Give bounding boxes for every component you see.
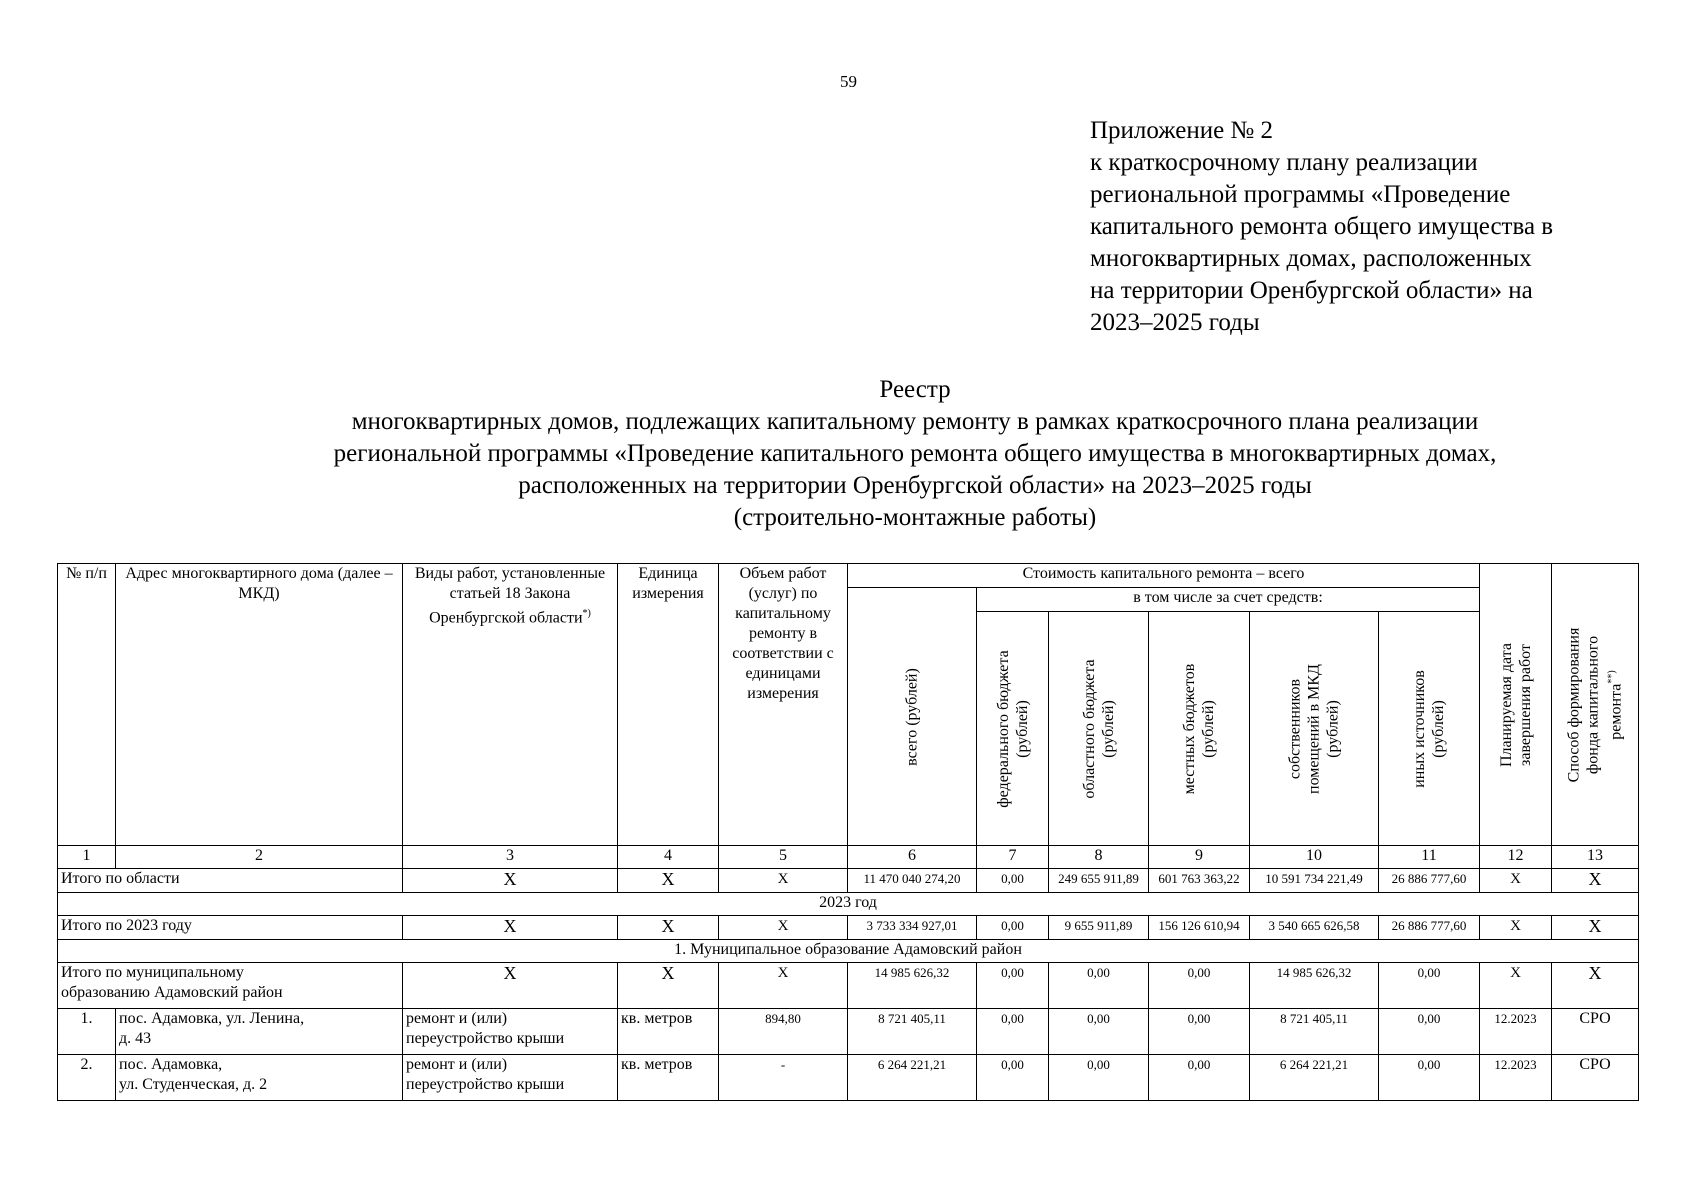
row-federal: 0,00 xyxy=(977,1009,1049,1055)
header-other-line: (рублей) xyxy=(1430,699,1447,758)
row-local: 0,00 xyxy=(1149,1009,1250,1055)
header-owners-line: помещений в МКД xyxy=(1305,663,1323,794)
row-works xyxy=(403,1055,618,1101)
column-number: 9 xyxy=(1149,846,1250,869)
total-region-local: 601 763 363,22 xyxy=(1149,869,1250,893)
column-number: 7 xyxy=(977,846,1049,869)
municipality-row xyxy=(58,940,1639,963)
row-total: 6 264 221,21 xyxy=(848,1055,977,1101)
row-owners: 8 721 405,11 xyxy=(1250,1009,1379,1055)
row-fund: СРО xyxy=(1552,1009,1639,1055)
header-incl: в том числе за счет средств: xyxy=(977,588,1480,612)
total-2023-local: 156 126 610,94 xyxy=(1149,916,1250,940)
header-federal-line: (рублей) xyxy=(1013,699,1031,758)
header-regional xyxy=(1049,612,1149,846)
title-line: (строительно-монтажные работы) xyxy=(733,504,1097,531)
total-municipality-label xyxy=(58,963,403,1009)
total-2023-owners: 3 540 665 626,58 xyxy=(1250,916,1379,940)
header-local xyxy=(1149,612,1250,846)
row-works xyxy=(403,1009,618,1055)
title-line: расположенных на территории Оренбургской области» на 2023–2025 годы xyxy=(518,472,1312,499)
header-regional-line: областного бюджета xyxy=(1080,658,1098,799)
table-row xyxy=(58,1055,1639,1101)
row-date: 12.2023 xyxy=(1480,1009,1552,1055)
total-2023-other: 26 886 777,60 xyxy=(1379,916,1480,940)
row-volume: 894,80 xyxy=(719,1009,848,1055)
appendix-line: капитального ремонта общего имущества в xyxy=(1090,213,1554,240)
total-2023-total: 3 733 334 927,01 xyxy=(848,916,977,940)
header-local-line: (рублей) xyxy=(1200,699,1217,758)
header-unit: Единица измерения xyxy=(618,564,719,846)
row-address-line: пос. Адамовка, xyxy=(119,1056,223,1073)
total-region-regional: 249 655 911,89 xyxy=(1049,869,1149,893)
column-number: 2 xyxy=(116,846,403,869)
header-other-line: иных источников xyxy=(1411,669,1428,788)
total-region-label: Итого по области xyxy=(58,869,403,893)
row-regional: 0,00 xyxy=(1049,1009,1149,1055)
header-fund xyxy=(1552,564,1639,846)
total-municipality-label-line: Итого по муниципальному xyxy=(61,964,244,981)
total-2023-date: X xyxy=(1480,916,1552,940)
header-address: Адрес многоквартирного дома (далее – МКД) xyxy=(116,564,403,846)
column-number: 11 xyxy=(1379,846,1480,869)
column-number: 6 xyxy=(848,846,977,869)
total-2023-volume: X xyxy=(719,916,848,940)
row-other: 0,00 xyxy=(1379,1009,1480,1055)
page-number: 59 xyxy=(840,72,857,91)
row-num: 2. xyxy=(58,1055,116,1101)
total-region-works: X xyxy=(403,869,618,893)
row-num: 1. xyxy=(58,1009,116,1055)
total-region-total: 11 470 040 274,20 xyxy=(848,869,977,893)
row-works-line: переустройство крыши xyxy=(406,1030,565,1047)
total-region-other: 26 886 777,60 xyxy=(1379,869,1480,893)
row-date: 12.2023 xyxy=(1480,1055,1552,1101)
row-regional: 0,00 xyxy=(1049,1055,1149,1101)
total-municipality-total: 14 985 626,32 xyxy=(848,963,977,1009)
municipality-label: 1. Муниципальное образование Адамовский район xyxy=(58,940,1639,963)
header-regional-label xyxy=(1080,659,1118,798)
header-local-label xyxy=(1180,663,1218,794)
row-address-line: пос. Адамовка, ул. Ленина, xyxy=(119,1010,305,1027)
appendix-line: многоквартирных домах, расположенных xyxy=(1090,245,1532,272)
header-owners-label xyxy=(1286,664,1343,794)
title-line: региональной программы «Проведение капитального ремонта общего имущества в многоквартирных домах, xyxy=(333,440,1497,467)
total-municipality-label-line: образованию Адамовский район xyxy=(61,984,283,1001)
total-2023-unit: X xyxy=(618,916,719,940)
column-number: 10 xyxy=(1250,846,1379,869)
title-line: многоквартирных домов, подлежащих капитальному ремонту в рамках краткосрочного плана реализации xyxy=(351,408,1479,435)
column-number: 3 xyxy=(403,846,618,869)
header-owners xyxy=(1250,612,1379,846)
header-federal-label xyxy=(994,650,1032,807)
appendix-line: региональной программы «Проведение xyxy=(1090,181,1511,208)
total-2023-works: X xyxy=(403,916,618,940)
column-number: 1 xyxy=(58,846,116,869)
header-fund-line: ремонта xyxy=(1607,683,1625,740)
total-municipality-date: X xyxy=(1480,963,1552,1009)
header-regional-line: (рублей) xyxy=(1099,699,1117,758)
header-fund-line: Способ формирования xyxy=(1565,627,1583,782)
total-region-unit: X xyxy=(618,869,719,893)
column-number: 13 xyxy=(1552,846,1639,869)
row-unit: кв. метров xyxy=(618,1055,719,1101)
total-region-row xyxy=(58,869,1639,893)
column-number: 4 xyxy=(618,846,719,869)
total-municipality-local: 0,00 xyxy=(1149,963,1250,1009)
total-municipality-regional: 0,00 xyxy=(1049,963,1149,1009)
row-unit: кв. метров xyxy=(618,1009,719,1055)
total-2023-federal: 0,00 xyxy=(977,916,1049,940)
row-works-line: ремонт и (или) xyxy=(406,1010,508,1027)
header-owners-line: (рублей) xyxy=(1324,699,1342,758)
title-heading: Реестр xyxy=(879,376,951,403)
row-works-line: переустройство крыши xyxy=(406,1076,565,1093)
header-fund-sup: **) xyxy=(1606,669,1618,684)
appendix-note xyxy=(1090,115,1553,339)
total-region-owners: 10 591 734 221,49 xyxy=(1250,869,1379,893)
header-works-text: Виды работ, установленные статьей 18 Закона Оренбургской области xyxy=(414,565,606,627)
total-region-fund: X xyxy=(1552,869,1639,893)
appendix-line: Приложение № 2 xyxy=(1090,117,1274,144)
row-address xyxy=(116,1009,403,1055)
total-municipality-owners: 14 985 626,32 xyxy=(1250,963,1379,1009)
header-other xyxy=(1379,612,1480,846)
total-municipality-unit: X xyxy=(618,963,719,1009)
total-region-volume: X xyxy=(719,869,848,893)
total-region-federal: 0,00 xyxy=(977,869,1049,893)
header-total-rub-label: всего (рублей) xyxy=(903,667,921,766)
header-local-line: местных бюджетов xyxy=(1181,663,1198,794)
row-address xyxy=(116,1055,403,1101)
header-cost-total: Стоимость капитального ремонта – всего xyxy=(848,564,1480,588)
row-owners: 6 264 221,21 xyxy=(1250,1055,1379,1101)
column-number: 12 xyxy=(1480,846,1552,869)
appendix-line: на территории Оренбургской области» на xyxy=(1090,277,1533,304)
row-total: 8 721 405,11 xyxy=(848,1009,977,1055)
header-other-label xyxy=(1410,670,1448,788)
header-date-line: завершения работ xyxy=(1516,643,1534,766)
header-date-line: Планируемая дата xyxy=(1497,642,1515,767)
table-row xyxy=(58,1009,1639,1055)
header-volume: Объем работ (услуг) по капитальному ремонту в соответствии с единицами измерения xyxy=(719,564,848,846)
total-2023-row xyxy=(58,916,1639,940)
year-label: 2023 год xyxy=(58,893,1639,916)
total-2023-regional: 9 655 911,89 xyxy=(1049,916,1149,940)
total-municipality-federal: 0,00 xyxy=(977,963,1049,1009)
appendix-line: 2023–2025 годы xyxy=(1090,309,1260,336)
header-num: № п/п xyxy=(58,564,116,846)
row-fund: СРО xyxy=(1552,1055,1639,1101)
header-works xyxy=(403,564,618,846)
header-fund-label xyxy=(1564,627,1625,782)
total-municipality-volume: X xyxy=(719,963,848,1009)
row-federal: 0,00 xyxy=(977,1055,1049,1101)
document-title xyxy=(0,374,1697,534)
total-municipality-row xyxy=(58,963,1639,1009)
header-total-rub xyxy=(848,588,977,846)
row-works-line: ремонт и (или) xyxy=(406,1056,508,1073)
row-address-line: д. 43 xyxy=(119,1030,152,1047)
total-region-date: X xyxy=(1480,869,1552,893)
total-municipality-fund: X xyxy=(1552,963,1639,1009)
column-number: 5 xyxy=(719,846,848,869)
header-date-label xyxy=(1497,642,1535,766)
header-federal xyxy=(977,612,1049,846)
column-number: 8 xyxy=(1049,846,1149,869)
column-numbers-row xyxy=(58,846,1639,869)
header-fund-line: фонда капитального xyxy=(1584,635,1602,774)
total-municipality-works: X xyxy=(403,963,618,1009)
row-volume: - xyxy=(719,1055,848,1101)
total-municipality-other: 0,00 xyxy=(1379,963,1480,1009)
header-owners-line: собственников xyxy=(1286,678,1304,779)
year-row xyxy=(58,893,1639,916)
row-local: 0,00 xyxy=(1149,1055,1250,1101)
appendix-line: к краткосрочному плану реализации xyxy=(1090,149,1478,176)
total-2023-fund: X xyxy=(1552,916,1639,940)
header-date xyxy=(1480,564,1552,846)
header-works-sup: *) xyxy=(582,608,591,619)
total-2023-label: Итого по 2023 году xyxy=(58,916,403,940)
row-address-line: ул. Студенческая, д. 2 xyxy=(119,1076,268,1093)
registry-table xyxy=(57,563,1639,1101)
header-federal-line: федерального бюджета xyxy=(994,649,1012,808)
row-other: 0,00 xyxy=(1379,1055,1480,1101)
